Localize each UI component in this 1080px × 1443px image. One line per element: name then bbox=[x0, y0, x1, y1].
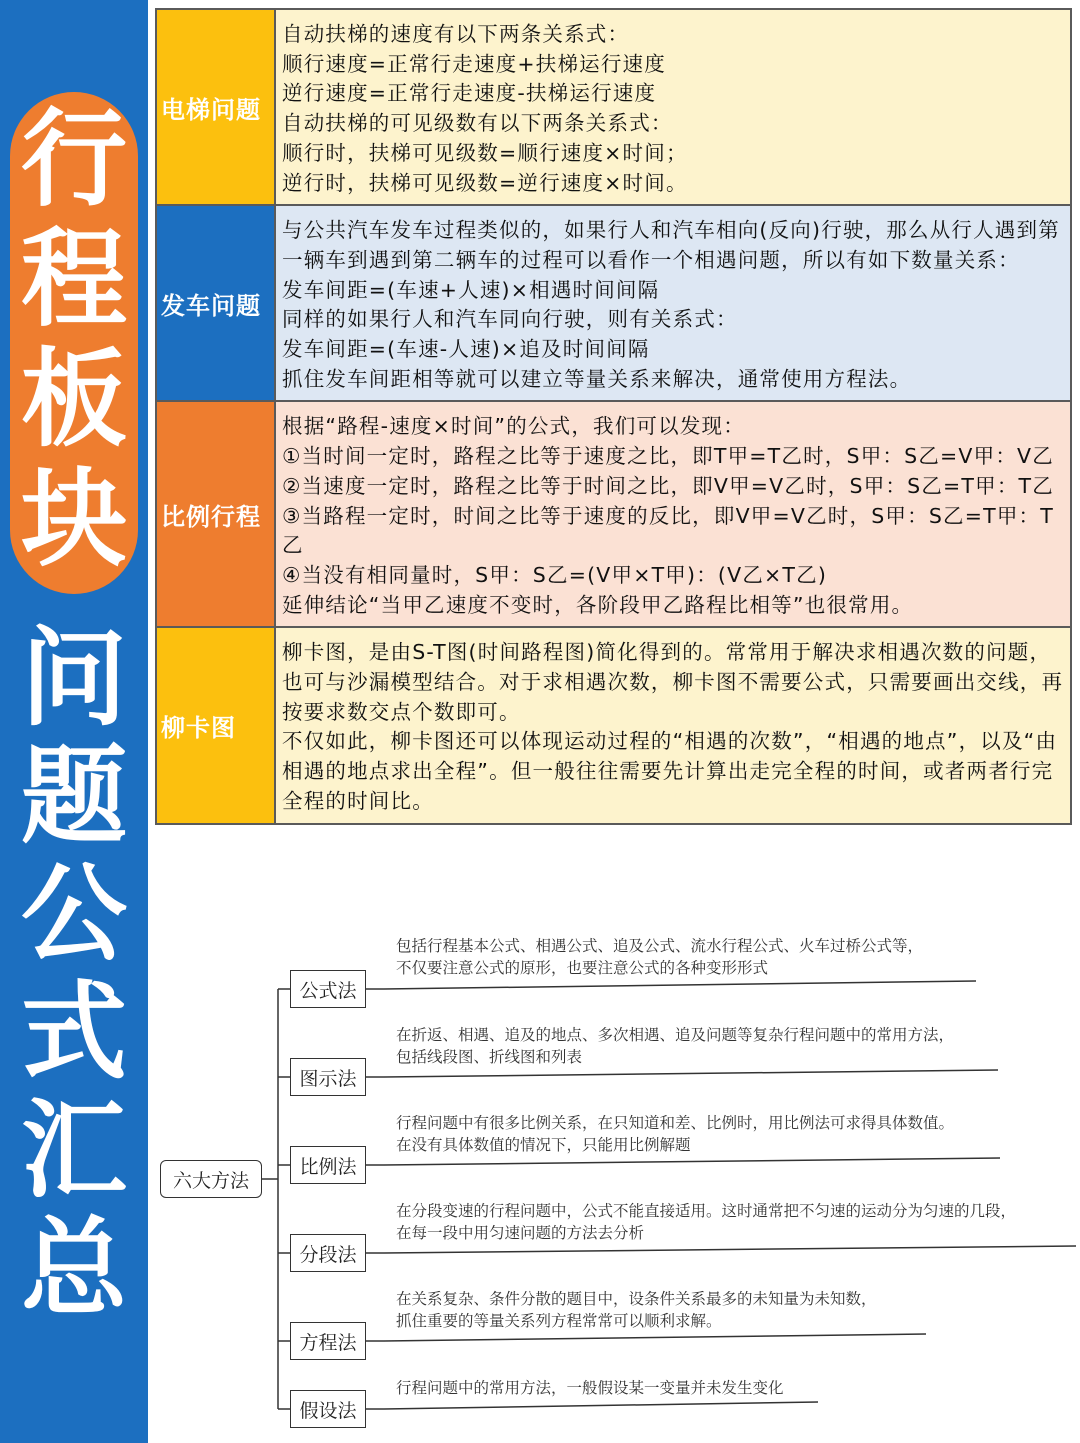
content-line: 发车间距=(车速+人速)×相遇时间间隔 bbox=[282, 277, 660, 302]
method-ratio: 比例法 bbox=[290, 1146, 366, 1184]
content-line: 根据“路程-速度×时间”的公式，我们可以发现： bbox=[282, 414, 745, 439]
desc-line: 包括线段图、折线图和列表 bbox=[396, 1048, 583, 1066]
desc-line: 包括行程基本公式、相遇公式、追及公式、流水行程公式、火车过桥公式等， bbox=[396, 937, 924, 955]
title-char: 板 bbox=[21, 338, 127, 461]
underline bbox=[384, 1158, 1000, 1165]
content-line: 顺行时，扶梯可见级数=顺行速度×时间； bbox=[282, 140, 688, 165]
desc-line: 在分段变速的行程问题中，公式不能直接适用。这时通常把不匀速的运动分为匀速的几段， bbox=[396, 1202, 1017, 1220]
row-label: 柳卡图 bbox=[157, 628, 276, 822]
subtitle-char: 公 bbox=[21, 853, 127, 976]
desc-line: 在没有具体数值的情况下，只能用比例解题 bbox=[396, 1136, 691, 1154]
desc-line: 在每一段中用匀速问题的方法去分析 bbox=[396, 1224, 645, 1242]
underline bbox=[384, 1334, 926, 1341]
content-line: 柳卡图，是由S-T图(时间路程图)简化得到的。常常用于解决求相遇次数的问题，也可与沙漏模型结合。对于求相遇次数，柳卡图不需要公式，只需要画出交线，再按要求数交点个数即可。 bbox=[282, 640, 1064, 724]
row-content bbox=[276, 206, 1070, 400]
content-line: 逆行速度=正常行走速度-扶梯运行速度 bbox=[282, 81, 657, 106]
method-desc bbox=[396, 1200, 1016, 1244]
content-line: ②当速度一定时，路程之比等于时间之比，即V甲=V乙时，S甲：S乙=T甲：T乙 bbox=[282, 473, 1054, 498]
content-line: 自动扶梯的速度有以下两条关系式： bbox=[282, 22, 630, 46]
title-char: 行 bbox=[21, 98, 127, 221]
page-title bbox=[0, 100, 148, 580]
desc-line: 行程问题中有很多比例关系，在只知道和差、比例时，用比例法可求得具体数值。 bbox=[396, 1114, 955, 1132]
table-row-liuka bbox=[157, 626, 1070, 822]
content-line: 发车间距=(车速-人速)×追及时间间隔 bbox=[282, 337, 650, 362]
sidebar bbox=[0, 0, 148, 1443]
title-char: 块 bbox=[21, 458, 127, 581]
underline bbox=[384, 981, 976, 989]
method-diagram: 图示法 bbox=[290, 1058, 366, 1096]
desc-line: 行程问题中的常用方法，一般假设某一变量并未发生变化 bbox=[396, 1379, 784, 1397]
content-line: 与公共汽车发车过程类似的，如果行人和汽车相向(反向)行驶，那么从行人遇到第一辆车到遇到第二辆车的过程可以看作一个相遇问题，所以有如下数量关系： bbox=[282, 218, 1060, 272]
method-desc bbox=[396, 1377, 784, 1399]
subtitle-char: 式 bbox=[21, 971, 127, 1094]
method-desc bbox=[396, 1112, 954, 1156]
subtitle-char: 总 bbox=[21, 1207, 127, 1330]
method-desc bbox=[396, 1024, 954, 1068]
underline bbox=[384, 1402, 818, 1409]
table-row-elevator bbox=[157, 10, 1070, 204]
content-line: 顺行速度=正常行走速度+扶梯运行速度 bbox=[282, 51, 666, 76]
desc-line: 抓住重要的等量关系列方程常常可以顺利求解。 bbox=[396, 1312, 722, 1330]
row-label: 发车问题 bbox=[157, 206, 276, 400]
row-content bbox=[276, 10, 1070, 204]
subtitle-char: 题 bbox=[21, 735, 127, 858]
mindmap-root: 六大方法 bbox=[160, 1160, 262, 1198]
page-subtitle bbox=[0, 617, 148, 1330]
title-char: 程 bbox=[21, 218, 127, 341]
subtitle-char: 问 bbox=[21, 617, 127, 740]
content-line: 不仅如此，柳卡图还可以体现运动过程的“相遇的次数”，“相遇的地点”，以及“由相遇的地点求出全程”。但一般往往需要先计算出走完全程的时间，或者两者行完全程的时间比。 bbox=[282, 729, 1058, 813]
method-equation: 方程法 bbox=[290, 1322, 366, 1360]
content-line: ④当没有相同量时，S甲：S乙=(V甲×T甲)：(V乙×T乙) bbox=[282, 562, 828, 587]
method-assumption: 假设法 bbox=[290, 1390, 366, 1428]
content-line: 同样的如果行人和汽车同向行驶，则有关系式： bbox=[282, 307, 738, 332]
subtitle-char: 汇 bbox=[21, 1089, 127, 1212]
mindmap-connectors bbox=[148, 915, 1080, 1443]
table-row-bus bbox=[157, 204, 1070, 400]
desc-line: 在关系复杂、条件分散的题目中，设条件关系最多的未知量为未知数， bbox=[396, 1290, 877, 1308]
row-content bbox=[276, 402, 1070, 626]
method-formula: 公式法 bbox=[290, 970, 366, 1008]
content-line: ①当时间一定时，路程之比等于速度之比，即T甲=T乙时，S甲：S乙=V甲：V乙 bbox=[282, 444, 1054, 469]
content-line: 抓住发车间距相等就可以建立等量关系来解决，通常使用方程法。 bbox=[282, 366, 912, 391]
method-desc bbox=[396, 1288, 877, 1332]
methods-mindmap bbox=[148, 915, 1080, 1443]
formula-table bbox=[155, 8, 1072, 825]
method-segment: 分段法 bbox=[290, 1234, 366, 1272]
table-row-ratio bbox=[157, 400, 1070, 626]
desc-line: 不仅要注意公式的原形，也要注意公式的各种变形形式 bbox=[396, 959, 769, 977]
underline bbox=[384, 1246, 1076, 1253]
desc-line: 在折返、相遇、追及的地点、多次相遇、追及问题等复杂行程问题中的常用方法， bbox=[396, 1026, 955, 1044]
content-line: 逆行时，扶梯可见级数=逆行速度×时间。 bbox=[282, 170, 688, 195]
content-line: 自动扶梯的可见级数有以下两条关系式： bbox=[282, 111, 673, 136]
content-line: ③当路程一定时，时间之比等于速度的反比，即V甲=V乙时，S甲：S乙=T甲：T乙 bbox=[282, 503, 1054, 558]
row-content bbox=[276, 628, 1070, 822]
row-label: 电梯问题 bbox=[157, 10, 276, 204]
row-label: 比例行程 bbox=[157, 402, 276, 626]
underline bbox=[384, 1070, 998, 1077]
method-desc bbox=[396, 935, 923, 979]
content-line: 延伸结论“当甲乙速度不变时，各阶段甲乙路程比相等”也很常用。 bbox=[282, 592, 914, 617]
